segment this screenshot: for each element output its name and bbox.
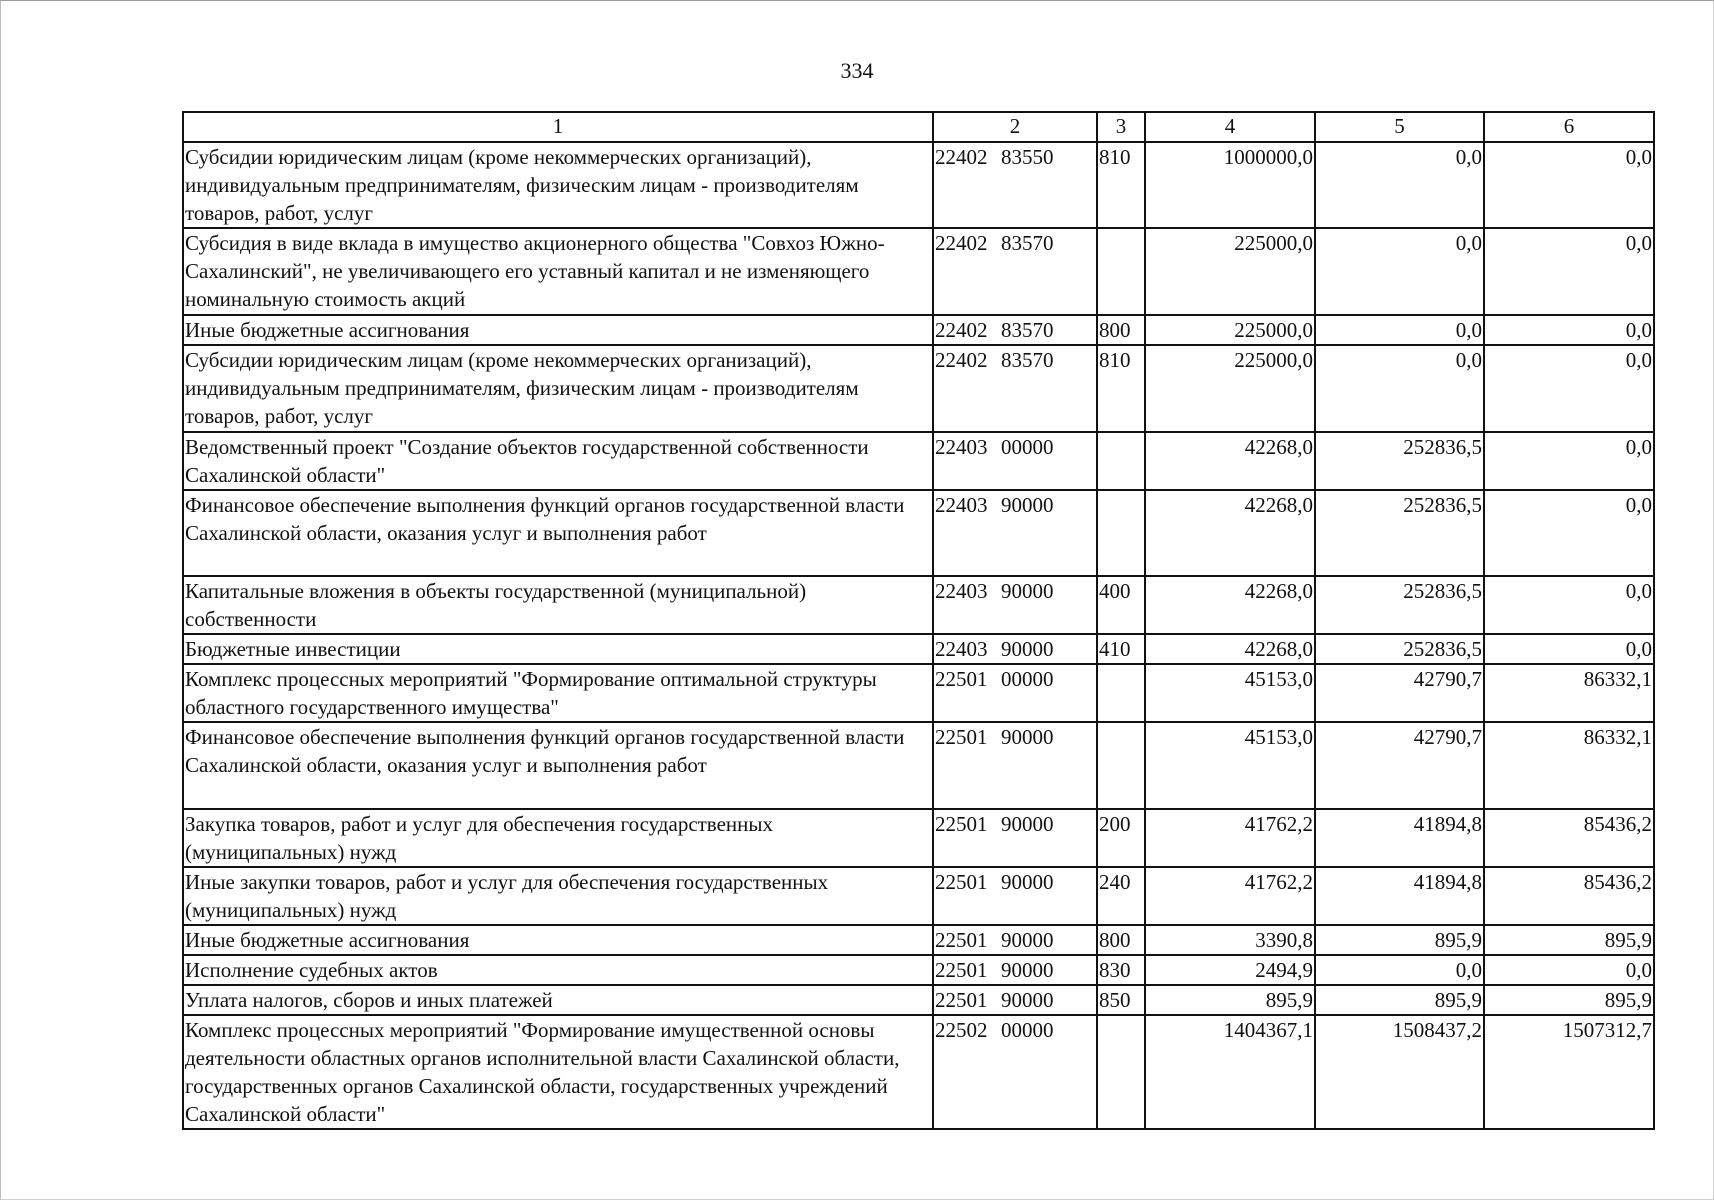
row-value-4: 2494,9	[1145, 955, 1315, 985]
row-value-5: 895,9	[1315, 985, 1484, 1015]
table-row	[183, 315, 1654, 345]
code-direction: 83550	[1001, 145, 1054, 169]
row-value-4: 1404367,1	[1145, 1015, 1315, 1129]
code-direction: 83570	[1001, 318, 1054, 342]
code-direction: 90000	[1001, 988, 1054, 1012]
row-value-5: 0,0	[1315, 142, 1484, 228]
code-program: 22402	[935, 348, 988, 372]
code-program: 22501	[935, 928, 988, 952]
row-value-5: 41894,8	[1315, 867, 1484, 925]
row-value-4: 42268,0	[1145, 432, 1315, 490]
row-code	[933, 345, 1097, 432]
row-value-5: 252836,5	[1315, 432, 1484, 490]
row-code	[933, 722, 1097, 809]
page-number: 334	[840, 58, 874, 83]
row-name: Финансовое обеспечение выполнения функций органов государственной власти Сахалинской области, оказания услуг и выполнения работ	[183, 722, 933, 809]
table-row	[183, 576, 1654, 634]
row-value-6: 0,0	[1484, 315, 1654, 345]
row-value-5: 42790,7	[1315, 664, 1484, 722]
table-row	[183, 490, 1654, 576]
row-code	[933, 664, 1097, 722]
code-direction: 90000	[1001, 812, 1054, 836]
row-value-6: 0,0	[1484, 142, 1654, 228]
row-code	[933, 634, 1097, 664]
code-program: 22403	[935, 493, 988, 517]
budget-table	[182, 111, 1655, 1130]
header-row	[183, 112, 1654, 142]
code-direction: 90000	[1001, 579, 1054, 603]
row-value-4: 3390,8	[1145, 925, 1315, 955]
table-row	[183, 634, 1654, 664]
row-value-6: 85436,2	[1484, 867, 1654, 925]
row-expense-type	[1097, 490, 1145, 576]
row-code	[933, 985, 1097, 1015]
row-value-6: 0,0	[1484, 228, 1654, 315]
table-row	[183, 432, 1654, 490]
header-col-3: 3	[1097, 112, 1145, 142]
row-name: Комплекс процессных мероприятий "Формирование имущественной основы деятельности областных органов исполнительной власти Сахалинской области, государственных органов Сахалинской области, государственных учреждений Сахалинской области"	[183, 1015, 933, 1129]
row-code	[933, 490, 1097, 576]
code-direction: 00000	[1001, 667, 1054, 691]
code-direction: 90000	[1001, 637, 1054, 661]
row-value-4: 45153,0	[1145, 664, 1315, 722]
row-value-6: 895,9	[1484, 925, 1654, 955]
row-expense-type	[1097, 1015, 1145, 1129]
row-value-6: 0,0	[1484, 576, 1654, 634]
row-value-4: 42268,0	[1145, 576, 1315, 634]
table-row	[183, 985, 1654, 1015]
row-code	[933, 809, 1097, 867]
row-expense-type: 410	[1097, 634, 1145, 664]
row-expense-type: 800	[1097, 925, 1145, 955]
row-value-5: 0,0	[1315, 955, 1484, 985]
code-program: 22502	[935, 1018, 988, 1042]
row-expense-type	[1097, 432, 1145, 490]
row-value-4: 225000,0	[1145, 228, 1315, 315]
row-name: Закупка товаров, работ и услуг для обеспечения государственных (муниципальных) нужд	[183, 809, 933, 867]
code-program: 22501	[935, 725, 988, 749]
row-value-5: 252836,5	[1315, 576, 1484, 634]
row-value-5: 0,0	[1315, 228, 1484, 315]
code-program: 22501	[935, 667, 988, 691]
code-program: 22501	[935, 988, 988, 1012]
header-col-1: 1	[183, 112, 933, 142]
row-value-4: 225000,0	[1145, 315, 1315, 345]
row-name: Иные бюджетные ассигнования	[183, 925, 933, 955]
code-program: 22403	[935, 579, 988, 603]
row-name: Субсидия в виде вклада в имущество акционерного общества "Совхоз Южно-Сахалинский", не увеличивающего его уставный капитал и не изменяющего номинальную стоимость акций	[183, 228, 933, 315]
row-value-5: 895,9	[1315, 925, 1484, 955]
code-program: 22402	[935, 231, 988, 255]
row-expense-type: 400	[1097, 576, 1145, 634]
row-value-6: 895,9	[1484, 985, 1654, 1015]
row-expense-type	[1097, 722, 1145, 809]
row-expense-type: 830	[1097, 955, 1145, 985]
row-name: Субсидии юридическим лицам (кроме некоммерческих организаций), индивидуальным предпринимателям, физическим лицам - производителям товаров, работ, услуг	[183, 142, 933, 228]
row-value-5: 42790,7	[1315, 722, 1484, 809]
header-col-5: 5	[1315, 112, 1484, 142]
row-value-5: 0,0	[1315, 345, 1484, 432]
code-program: 22501	[935, 870, 988, 894]
code-program: 22501	[935, 958, 988, 982]
row-value-4: 225000,0	[1145, 345, 1315, 432]
row-code	[933, 867, 1097, 925]
row-value-4: 41762,2	[1145, 809, 1315, 867]
row-name: Иные бюджетные ассигнования	[183, 315, 933, 345]
row-expense-type: 850	[1097, 985, 1145, 1015]
row-value-4: 45153,0	[1145, 722, 1315, 809]
row-code	[933, 228, 1097, 315]
table-body	[183, 142, 1654, 1129]
row-name: Комплекс процессных мероприятий "Формирование оптимальной структуры областного государственного имущества"	[183, 664, 933, 722]
row-value-5: 252836,5	[1315, 490, 1484, 576]
code-program: 22402	[935, 318, 988, 342]
row-value-5: 1508437,2	[1315, 1015, 1484, 1129]
code-program: 22403	[935, 435, 988, 459]
row-expense-type	[1097, 664, 1145, 722]
row-name: Уплата налогов, сборов и иных платежей	[183, 985, 933, 1015]
row-value-5: 252836,5	[1315, 634, 1484, 664]
table-row	[183, 809, 1654, 867]
row-name: Бюджетные инвестиции	[183, 634, 933, 664]
row-name: Капитальные вложения в объекты государственной (муниципальной) собственности	[183, 576, 933, 634]
code-direction: 83570	[1001, 348, 1054, 372]
header-col-6: 6	[1484, 112, 1654, 142]
row-code	[933, 432, 1097, 490]
row-value-4: 1000000,0	[1145, 142, 1315, 228]
code-direction: 90000	[1001, 958, 1054, 982]
code-program: 22501	[935, 812, 988, 836]
row-value-6: 86332,1	[1484, 664, 1654, 722]
row-value-5: 0,0	[1315, 315, 1484, 345]
code-direction: 00000	[1001, 1018, 1054, 1042]
header-col-2: 2	[933, 112, 1097, 142]
code-direction: 90000	[1001, 870, 1054, 894]
row-code	[933, 315, 1097, 345]
table-row	[183, 867, 1654, 925]
row-code	[933, 925, 1097, 955]
table-row	[183, 1015, 1654, 1129]
row-code	[933, 1015, 1097, 1129]
row-expense-type: 810	[1097, 345, 1145, 432]
row-value-6: 0,0	[1484, 490, 1654, 576]
row-value-4: 42268,0	[1145, 634, 1315, 664]
table-row	[183, 345, 1654, 432]
row-value-6: 86332,1	[1484, 722, 1654, 809]
row-value-4: 41762,2	[1145, 867, 1315, 925]
row-value-4: 42268,0	[1145, 490, 1315, 576]
row-value-6: 1507312,7	[1484, 1015, 1654, 1129]
table-row	[183, 722, 1654, 809]
row-code	[933, 955, 1097, 985]
code-direction: 90000	[1001, 725, 1054, 749]
row-expense-type: 810	[1097, 142, 1145, 228]
code-direction: 00000	[1001, 435, 1054, 459]
row-value-6: 0,0	[1484, 345, 1654, 432]
table-row	[183, 228, 1654, 315]
code-program: 22403	[935, 637, 988, 661]
row-name: Финансовое обеспечение выполнения функций органов государственной власти Сахалинской области, оказания услуг и выполнения работ	[183, 490, 933, 576]
row-expense-type: 240	[1097, 867, 1145, 925]
row-name: Иные закупки товаров, работ и услуг для обеспечения государственных (муниципальных) нужд	[183, 867, 933, 925]
table-row	[183, 925, 1654, 955]
table-row	[183, 664, 1654, 722]
row-expense-type: 200	[1097, 809, 1145, 867]
row-expense-type	[1097, 228, 1145, 315]
row-name: Субсидии юридическим лицам (кроме некоммерческих организаций), индивидуальным предпринимателям, физическим лицам - производителям товаров, работ, услуг	[183, 345, 933, 432]
row-value-6: 0,0	[1484, 955, 1654, 985]
row-code	[933, 142, 1097, 228]
code-direction: 83570	[1001, 231, 1054, 255]
code-program: 22402	[935, 145, 988, 169]
row-value-4: 895,9	[1145, 985, 1315, 1015]
row-name: Ведомственный проект "Создание объектов государственной собственности Сахалинской области"	[183, 432, 933, 490]
code-direction: 90000	[1001, 928, 1054, 952]
code-direction: 90000	[1001, 493, 1054, 517]
table-row	[183, 955, 1654, 985]
header-col-4: 4	[1145, 112, 1315, 142]
row-value-6: 85436,2	[1484, 809, 1654, 867]
row-expense-type: 800	[1097, 315, 1145, 345]
row-value-6: 0,0	[1484, 634, 1654, 664]
row-value-6: 0,0	[1484, 432, 1654, 490]
row-name: Исполнение судебных актов	[183, 955, 933, 985]
row-value-5: 41894,8	[1315, 809, 1484, 867]
table-row	[183, 142, 1654, 228]
row-code	[933, 576, 1097, 634]
